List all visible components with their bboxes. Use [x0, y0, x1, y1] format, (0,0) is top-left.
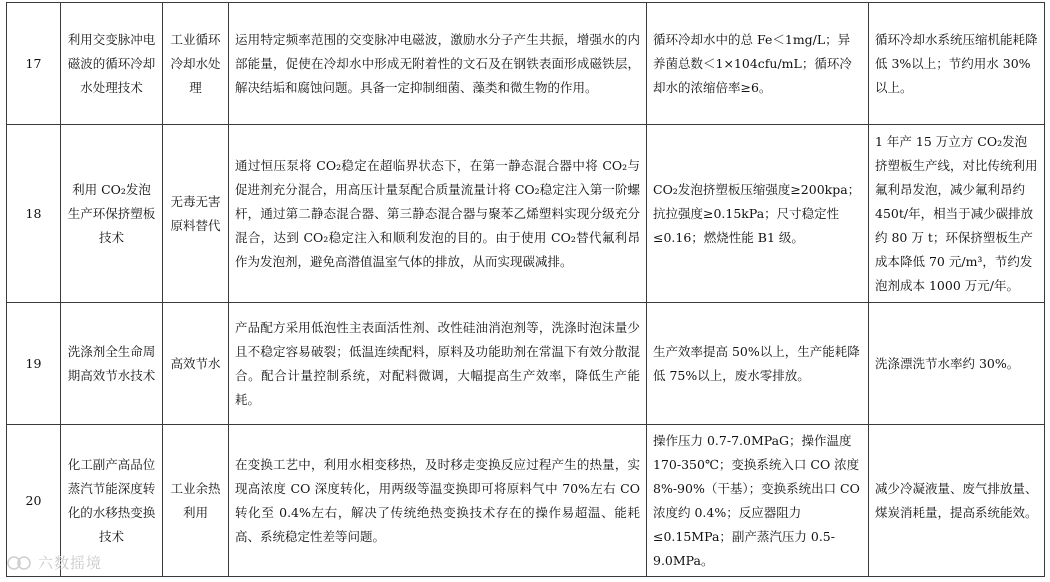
row-number: 19 [7, 303, 61, 425]
technology-description: 运用特定频率范围的交变脉冲电磁波，激励水分子产生共振，增强水的内部能量，促使在冷却水中形成无附着性的文石及在钢铁表面形成磁铁层，解决结垢和腐蚀问题。具备一定抑制细菌、藻类和微生物的作用。 [229, 3, 647, 125]
application-effect: 1 年产 15 万立方 CO₂发泡挤塑板生产线，对比传统利用氟利昂发泡，减少氟利昂约 450t/年，相当于减少碳排放约 80 万 t；环保挤塑板生产成本降低 70 元/m³，节约发泡剂成本 1000 万元/年。 [869, 125, 1045, 303]
technology-name: 洗涤剂全生命周期高效节水技术 [61, 303, 163, 425]
watermark [6, 552, 102, 573]
row-number: 18 [7, 125, 61, 303]
table-row [7, 3, 1045, 125]
technology-category: 高效节水 [163, 303, 229, 425]
application-effect: 洗涤漂洗节水率约 30%。 [869, 303, 1045, 425]
technology-category: 工业循环冷却水处理 [163, 3, 229, 125]
table-row [7, 303, 1045, 425]
technology-name: 利用 CO₂发泡生产环保挤塑板技术 [61, 125, 163, 303]
technology-table [6, 2, 1045, 577]
table-row [7, 125, 1045, 303]
table-row [7, 425, 1045, 577]
row-number: 17 [7, 3, 61, 125]
watermark-text: 六数摇境 [38, 554, 103, 572]
technology-category: 无毒无害原料替代 [163, 125, 229, 303]
technical-indicators: 操作压力 0.7-7.0MPaG；操作温度 170-350℃；变换系统入口 CO 浓度 8%-90%（干基）；变换系统出口 CO 浓度约 0.4%；反应器阻力≤0.15MPa；副产蒸汽压力 0.5-9.0MPa。 [647, 425, 869, 577]
technology-description: 在变换工艺中，利用水相变移热，及时移走变换反应过程产生的热量，实现高浓度 CO 深度转化，用两级等温变换即可将原料气中 70%左右 CO 转化至 0.4%左右，解决了传统绝热变换技术存在的操作易超温、能耗高、系统稳定性差等问题。 [229, 425, 647, 577]
technology-name: 化工副产高品位蒸汽节能深度转化的水移热变换技术 [61, 425, 163, 577]
technology-category: 工业余热利用 [163, 425, 229, 577]
technology-name: 利用交变脉冲电磁波的循环冷却水处理技术 [61, 3, 163, 125]
technical-indicators: 循环冷却水中的总 Fe＜1mg/L；异养菌总数＜1×104cfu/mL；循环冷却水的浓缩倍率≥6。 [647, 3, 869, 125]
technology-description: 产品配方采用低泡性主表面活性剂、改性硅油消泡剂等，洗涤时泡沫量少且不稳定容易破裂；低温连续配料，原料及功能助剂在常温下有效分散混合。配合计量控制系统，对配料微调，大幅提高生产效率，降低生产能耗。 [229, 303, 647, 425]
row-number: 20 [7, 425, 61, 577]
application-effect: 循环冷却水系统压缩机能耗降低 3%以上；节约用水 30%以上。 [869, 3, 1045, 125]
technical-indicators: CO₂发泡挤塑板压缩强度≥200kpa；抗拉强度≥0.15kPa；尺寸稳定性≤0.16；燃烧性能 B1 级。 [647, 125, 869, 303]
application-effect: 减少冷凝液量、废气排放量、煤炭消耗量，提高系统能效。 [869, 425, 1045, 577]
logo-icon [6, 553, 34, 573]
technology-description: 通过恒压泵将 CO₂稳定在超临界状态下，在第一静态混合器中将 CO₂与促进剂充分混合，用高压计量泵配合质量流量计将 CO₂稳定注入第一阶螺杆，通过第二静态混合器、第三静态混合器与聚苯乙烯塑料实现分级充分混合，达到 CO₂稳定注入和顺利发泡的目的。由于使用 CO₂替代氟利昂作为发泡剂，避免高潜值温室气体的排放，从而实现碳减排。 [229, 125, 647, 303]
technical-indicators: 生产效率提高 50%以上，生产能耗降低 75%以上，废水零排放。 [647, 303, 869, 425]
